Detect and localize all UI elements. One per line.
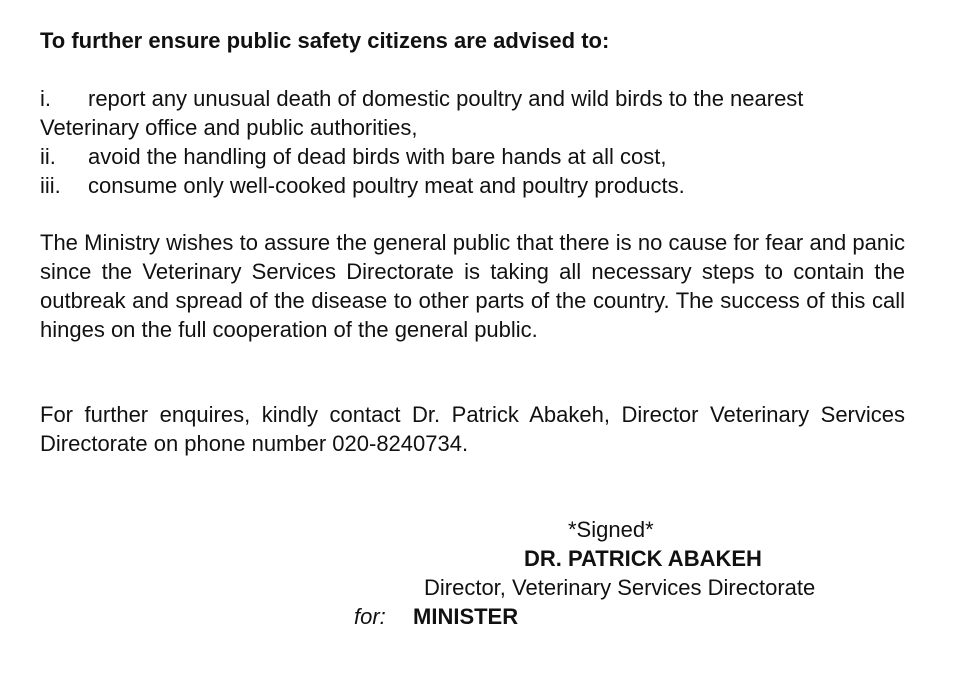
list-item-number: iii. <box>40 173 61 198</box>
list-item <box>40 171 905 200</box>
list-item-number: ii. <box>40 144 56 169</box>
list-item-text: report any unusual death of domestic poultry and wild birds to the nearest Veterinary office and public authorities, <box>40 86 804 140</box>
reassurance-paragraph: The Ministry wishes to assure the general public that there is no cause for fear and panic since the Veterinary Services Directorate is taking all necessary steps to contain the outbreak and spread of the disease to other parts of the country. The success of this call hinges on the full cooperation of the general public. <box>40 230 905 342</box>
contact-paragraph: For further enquires, kindly contact Dr. Patrick Abakeh, Director Veterinary Services Directorate on phone number 020-8240734. <box>40 402 905 456</box>
list-item-number: i. <box>40 86 51 111</box>
on-behalf-of: MINISTER <box>413 604 519 629</box>
for-label: for: <box>354 604 386 629</box>
list-item <box>40 84 905 142</box>
list-item-text: avoid the handling of dead birds with bare hands at all cost, <box>88 144 667 169</box>
advice-heading: To further ensure public safety citizens are advised to: <box>40 28 610 53</box>
signatory-title: Director, Veterinary Services Directorate <box>424 575 816 600</box>
advice-list <box>40 84 905 200</box>
list-item <box>40 142 905 171</box>
list-item-text: consume only well-cooked poultry meat and poultry products. <box>88 173 685 198</box>
signatory-name: DR. PATRICK ABAKEH <box>524 546 762 571</box>
signed-note: *Signed* <box>568 517 654 542</box>
